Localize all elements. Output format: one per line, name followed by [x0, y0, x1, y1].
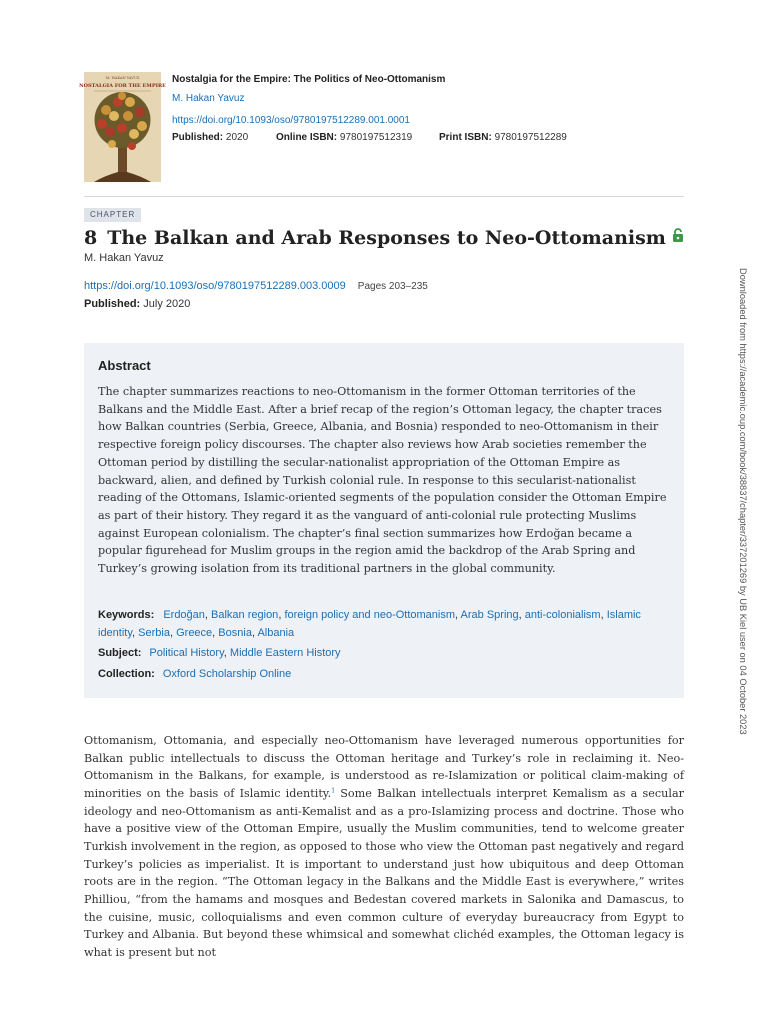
subject-link[interactable]: Middle Eastern History: [229, 647, 341, 659]
keywords-row: Keywords: Erdoğan, Balkan region, foreign policy and neo-Ottomanism, Arab Spring, anti-colonialism, Islamic identity, Serbia, Greece, Bosnia, Albania: [98, 609, 641, 639]
keyword-link[interactable]: foreign policy and neo-Ottomanism: [284, 609, 456, 621]
book-title[interactable]: Nostalgia for the Empire: The Politics of Neo-Ottomanism: [172, 74, 446, 85]
chapter-doi-row: [84, 280, 428, 292]
subject-link[interactable]: Political History: [149, 647, 224, 659]
download-watermark: [736, 268, 750, 758]
book-published: [172, 132, 248, 143]
chapter-published-value: July 2020: [143, 298, 191, 310]
keyword-link[interactable]: Islamic identity: [98, 609, 641, 639]
footnote-ref-link[interactable]: 1: [331, 787, 336, 795]
collection-link[interactable]: Oxford Scholarship Online: [162, 668, 292, 680]
print-isbn-value: 9780197512289: [494, 132, 567, 143]
book-cover-image[interactable]: [79, 72, 166, 182]
chapter-published-label: Published:: [84, 298, 141, 310]
book-print-isbn: [439, 132, 567, 143]
download-note-text: Downloaded from https://academic.oup.com/book/38837/chapter/337201269 by UB Kiel user on 04 October 2023: [738, 268, 748, 735]
keyword-link[interactable]: Greece: [176, 627, 213, 639]
keyword-link[interactable]: anti-colonialism: [524, 609, 601, 621]
chapter-body-paragraph: [84, 732, 684, 962]
open-access-lock-icon: [672, 225, 684, 249]
body-text-part-2: Some Balkan intellectuals interpret Kemalism as a secular ideology and neo-Ottomanism as anti-Kemalist and as a pro-Islamizing process and doctrine. Those who have a positive view of the Ottoman Empire, usually the Muslim communities, tend to welcome greater Turkish involvement in the region, as opposed to those who view the Ottoman past negatively and regard Turkey’s policies as imperialist. It is important to understand just how ubiquitous and deep Ottoman roots are in the region. “The Ottoman legacy in the Balkans and the Middle East is everywhere,” writes Philliou, “from the hamams and mosques and Bedestan covered markets in Salonika and Damascus, to the cuisine, music, colloquialisms and even common culture of everyday bureaucracy from Egypt to Turkey and Albania. But beyond these whimsical and somewhat clichéd examples, the Ottoman legacy is what is present but not: [84, 786, 684, 959]
cover-title-text: NOSTALGIA FOR THE EMPIRE: [79, 83, 166, 89]
abstract-section: [84, 343, 684, 698]
chapter-title: [84, 226, 684, 251]
body-text-part-1: Ottomanism, Ottomania, and especially neo-Ottomanism have leveraged numerous opportunities for Balkan public intellectuals to discuss the Ottoman heritage and Turkey’s role in reclaiming it. Neo-Ottomanism in the Balkans, for example, is understood as re-Islamization or political claim-making of minorities on the basis of Islamic identity.: [84, 734, 684, 800]
keyword-link[interactable]: Albania: [257, 627, 295, 639]
keyword-link[interactable]: Erdoğan: [163, 609, 205, 621]
book-doi-link[interactable]: https://doi.org/10.1093/oso/9780197512289.001.0001: [172, 115, 410, 126]
cover-author-text: M. HAKAN YAVUZ: [105, 76, 140, 80]
keywords-label: Keywords:: [98, 609, 155, 621]
book-published-label: Published:: [172, 132, 224, 143]
online-isbn-value: 9780197512319: [339, 132, 413, 143]
collection-row: [98, 668, 291, 680]
book-header: [79, 72, 684, 184]
keyword-link[interactable]: Balkan region: [211, 609, 279, 621]
chapter-tag: CHAPTER: [84, 208, 141, 222]
chapter-title-text: The Balkan and Arab Responses to Neo-Ottomanism: [107, 227, 666, 249]
subject-row: Subject: Political History, Middle Eastern History: [98, 647, 341, 659]
book-online-isbn: [276, 132, 412, 143]
book-author-link[interactable]: M. Hakan Yavuz: [172, 93, 245, 104]
chapter-pages: Pages 203–235: [357, 281, 428, 292]
abstract-heading: Abstract: [98, 358, 151, 373]
abstract-text: The chapter summarizes reactions to neo-Ottomanism in the former Ottoman territories of the Balkans and the Middle East. After a brief recap of the region’s Ottoman legacy, the chapter traces how Balkan countries (Serbia, Greece, Albania, and Bosnia) responded to neo-Ottomanism in their respective foreign policy discourses. The chapter also reviews how Arab societies remember the Ottoman period by distilling the secular-nationalist appropriation of the Ottoman Empire as backward, alien, and defined by Turkish colonial rule. In response to this secularist-nationalist reading of the Ottomans, Islamic-oriented segments of the population consider the Ottoman Empire as part of their history. They regard it as the vanguard of anti-colonial rule protecting Muslims against European colonialism. The chapter’s final section summarizes how Erdoğan became a popular figurehead for Muslim groups in the region amid the backdrop of the Arab Spring and Turkey’s growing isolation from its traditional partners in the global community.: [98, 385, 667, 576]
book-published-value: 2020: [225, 132, 249, 143]
chapter-published: [84, 298, 190, 310]
collection-label: Collection:: [98, 668, 155, 680]
chapter-doi-link[interactable]: https://doi.org/10.1093/oso/9780197512289.003.0009: [84, 280, 346, 292]
keyword-link[interactable]: Serbia: [138, 627, 170, 639]
keyword-link[interactable]: Bosnia: [218, 627, 252, 639]
online-isbn-label: Online ISBN:: [276, 132, 338, 143]
header-divider: [84, 196, 684, 197]
subject-label: Subject:: [98, 647, 142, 659]
keyword-link[interactable]: Arab Spring: [460, 609, 519, 621]
print-isbn-label: Print ISBN:: [439, 132, 492, 143]
book-cover-illustration: [79, 72, 166, 182]
chapter-author: M. Hakan Yavuz: [84, 252, 164, 264]
chapter-number: 8: [84, 227, 98, 249]
